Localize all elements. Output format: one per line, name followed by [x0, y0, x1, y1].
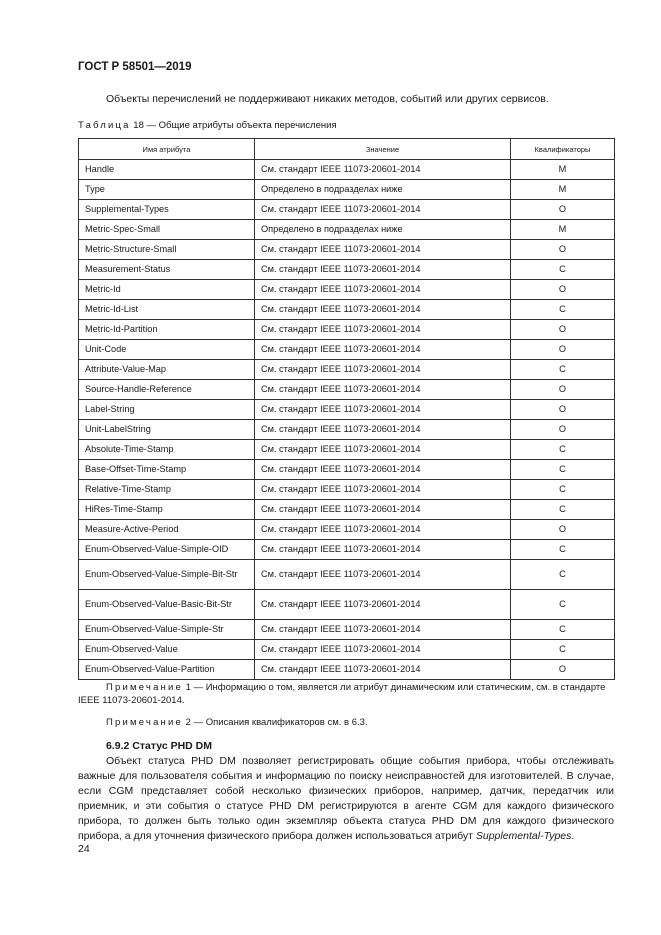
value-cell: См. стандарт IEEE 11073-20601-2014: [255, 460, 511, 480]
table-row: [79, 380, 615, 400]
table-row: [79, 520, 615, 540]
attribute-name-cell: Metric-Spec-Small: [79, 220, 255, 240]
table-header-row: [79, 139, 615, 160]
attribute-name-cell: Enum-Observed-Value-Simple-OID: [79, 540, 255, 560]
attribute-name-cell: Relative-Time-Stamp: [79, 480, 255, 500]
value-cell: См. стандарт IEEE 11073-20601-2014: [255, 640, 511, 660]
qualifier-cell: C: [511, 500, 615, 520]
value-cell: См. стандарт IEEE 11073-20601-2014: [255, 620, 511, 640]
document-id: ГОСТ Р 58501—2019: [78, 61, 192, 73]
table-row: [79, 260, 615, 280]
table-caption: [78, 120, 337, 131]
table-row: [79, 320, 615, 340]
value-cell: См. стандарт IEEE 11073-20601-2014: [255, 590, 511, 620]
value-cell: Определено в подразделах ниже: [255, 180, 511, 200]
table-row: [79, 220, 615, 240]
attribute-name-cell: Enum-Observed-Value-Simple-Str: [79, 620, 255, 640]
value-cell: См. стандарт IEEE 11073-20601-2014: [255, 200, 511, 220]
qualifier-cell: C: [511, 460, 615, 480]
section-body-end: .: [571, 830, 575, 842]
value-cell: См. стандарт IEEE 11073-20601-2014: [255, 540, 511, 560]
intro-paragraph: Объекты перечислений не поддерживают никаких методов, событий или других сервисов.: [106, 93, 549, 105]
header-value: Значение: [255, 139, 511, 160]
table-row: [79, 360, 615, 380]
qualifier-cell: O: [511, 200, 615, 220]
caption-label: Таблица: [78, 120, 131, 131]
table-row: [79, 280, 615, 300]
table-row: [79, 340, 615, 360]
attribute-name-cell: Handle: [79, 160, 255, 180]
value-cell: См. стандарт IEEE 11073-20601-2014: [255, 280, 511, 300]
qualifier-cell: C: [511, 540, 615, 560]
qualifier-cell: C: [511, 560, 615, 590]
value-cell: См. стандарт IEEE 11073-20601-2014: [255, 360, 511, 380]
section-body: [78, 754, 614, 844]
caption-text: 18 — Общие атрибуты объекта перечисления: [130, 120, 337, 131]
attribute-name-cell: Enum-Observed-Value-Simple-Bit-Str: [79, 560, 255, 590]
value-cell: См. стандарт IEEE 11073-20601-2014: [255, 400, 511, 420]
qualifier-cell: C: [511, 440, 615, 460]
note-2-text: 2 — Описания квалификаторов см. в 6.3.: [183, 717, 368, 728]
header-attribute-name: Имя атрибута: [79, 139, 255, 160]
table-row: [79, 180, 615, 200]
table-row: [79, 480, 615, 500]
qualifier-cell: O: [511, 400, 615, 420]
attribute-name-cell: Metric-Id-List: [79, 300, 255, 320]
value-cell: См. стандарт IEEE 11073-20601-2014: [255, 660, 511, 680]
table-row: [79, 420, 615, 440]
table-row: [79, 440, 615, 460]
page-number: 24: [78, 843, 90, 855]
qualifier-cell: C: [511, 480, 615, 500]
table-row: [79, 660, 615, 680]
attribute-name-cell: Label-String: [79, 400, 255, 420]
attribute-name-cell: Measurement-Status: [79, 260, 255, 280]
attribute-name-cell: Base-Offset-Time-Stamp: [79, 460, 255, 480]
value-cell: См. стандарт IEEE 11073-20601-2014: [255, 440, 511, 460]
qualifier-cell: C: [511, 300, 615, 320]
qualifier-cell: O: [511, 520, 615, 540]
value-cell: См. стандарт IEEE 11073-20601-2014: [255, 500, 511, 520]
note-1: [78, 681, 618, 707]
value-cell: См. стандарт IEEE 11073-20601-2014: [255, 520, 511, 540]
note-2-label: Примечание: [106, 717, 183, 728]
table-row: [79, 540, 615, 560]
qualifier-cell: O: [511, 320, 615, 340]
attribute-name-cell: Metric-Structure-Small: [79, 240, 255, 260]
attribute-name-cell: Enum-Observed-Value: [79, 640, 255, 660]
qualifier-cell: O: [511, 340, 615, 360]
table-row: [79, 240, 615, 260]
attribute-name-cell: Type: [79, 180, 255, 200]
qualifier-cell: C: [511, 620, 615, 640]
table-row: [79, 560, 615, 590]
value-cell: См. стандарт IEEE 11073-20601-2014: [255, 340, 511, 360]
attribute-name-cell: Measure-Active-Period: [79, 520, 255, 540]
qualifier-cell: O: [511, 380, 615, 400]
table-row: [79, 400, 615, 420]
section-body-text: Объект статуса PHD DM позволяет регистрировать общие события прибора, чтобы отслеживать важные для пользователя события и информацию по поиску неисправностей для изготовителей. В случае, если CGM представляет собой несколько физических приборов, например, датчик, передатчик или приемник, и эти события о статусе PHD DM регистрируются в агенте CGM для каждого физического прибора, то должен быть только один экземпляр объекта статуса PHD DM для каждого физического прибора, а для уточнения физического прибора должен использоваться атрибут: [78, 755, 614, 842]
table-row: [79, 160, 615, 180]
qualifier-cell: O: [511, 280, 615, 300]
value-cell: См. стандарт IEEE 11073-20601-2014: [255, 300, 511, 320]
value-cell: См. стандарт IEEE 11073-20601-2014: [255, 160, 511, 180]
value-cell: См. стандарт IEEE 11073-20601-2014: [255, 380, 511, 400]
note-2: [106, 716, 368, 729]
value-cell: См. стандарт IEEE 11073-20601-2014: [255, 420, 511, 440]
attribute-name-cell: Absolute-Time-Stamp: [79, 440, 255, 460]
value-cell: Определено в подразделах ниже: [255, 220, 511, 240]
qualifier-cell: M: [511, 220, 615, 240]
attribute-name-cell: HiRes-Time-Stamp: [79, 500, 255, 520]
note-1-label: Примечание: [106, 682, 183, 693]
value-cell: См. стандарт IEEE 11073-20601-2014: [255, 320, 511, 340]
attribute-name-cell: Metric-Id: [79, 280, 255, 300]
table-row: [79, 640, 615, 660]
attributes-table: [78, 138, 615, 680]
qualifier-cell: M: [511, 160, 615, 180]
section-body-attribute: Supplemental-Types: [475, 830, 572, 842]
section-heading: 6.9.2 Статус PHD DM: [106, 740, 212, 752]
qualifier-cell: O: [511, 240, 615, 260]
qualifier-cell: C: [511, 260, 615, 280]
qualifier-cell: C: [511, 590, 615, 620]
qualifier-cell: M: [511, 180, 615, 200]
table-row: [79, 300, 615, 320]
attribute-name-cell: Supplemental-Types: [79, 200, 255, 220]
attribute-name-cell: Attribute-Value-Map: [79, 360, 255, 380]
table-row: [79, 200, 615, 220]
value-cell: См. стандарт IEEE 11073-20601-2014: [255, 480, 511, 500]
value-cell: См. стандарт IEEE 11073-20601-2014: [255, 260, 511, 280]
value-cell: См. стандарт IEEE 11073-20601-2014: [255, 240, 511, 260]
table-row: [79, 460, 615, 480]
qualifier-cell: O: [511, 660, 615, 680]
header-qualifiers: Квалификаторы: [511, 139, 615, 160]
attribute-name-cell: Source-Handle-Reference: [79, 380, 255, 400]
attribute-name-cell: Enum-Observed-Value-Partition: [79, 660, 255, 680]
qualifier-cell: C: [511, 360, 615, 380]
qualifier-cell: O: [511, 420, 615, 440]
qualifier-cell: C: [511, 640, 615, 660]
table-row: [79, 620, 615, 640]
table-row: [79, 500, 615, 520]
attribute-name-cell: Enum-Observed-Value-Basic-Bit-Str: [79, 590, 255, 620]
value-cell: См. стандарт IEEE 11073-20601-2014: [255, 560, 511, 590]
note-1-text: 1 — Информацию о том, является ли атрибут динамическим или статическим, см. в стандарте IEEE 11073-20601-2014.: [78, 682, 606, 706]
attribute-name-cell: Unit-Code: [79, 340, 255, 360]
attribute-name-cell: Metric-Id-Partition: [79, 320, 255, 340]
table-row: [79, 590, 615, 620]
attribute-name-cell: Unit-LabelString: [79, 420, 255, 440]
